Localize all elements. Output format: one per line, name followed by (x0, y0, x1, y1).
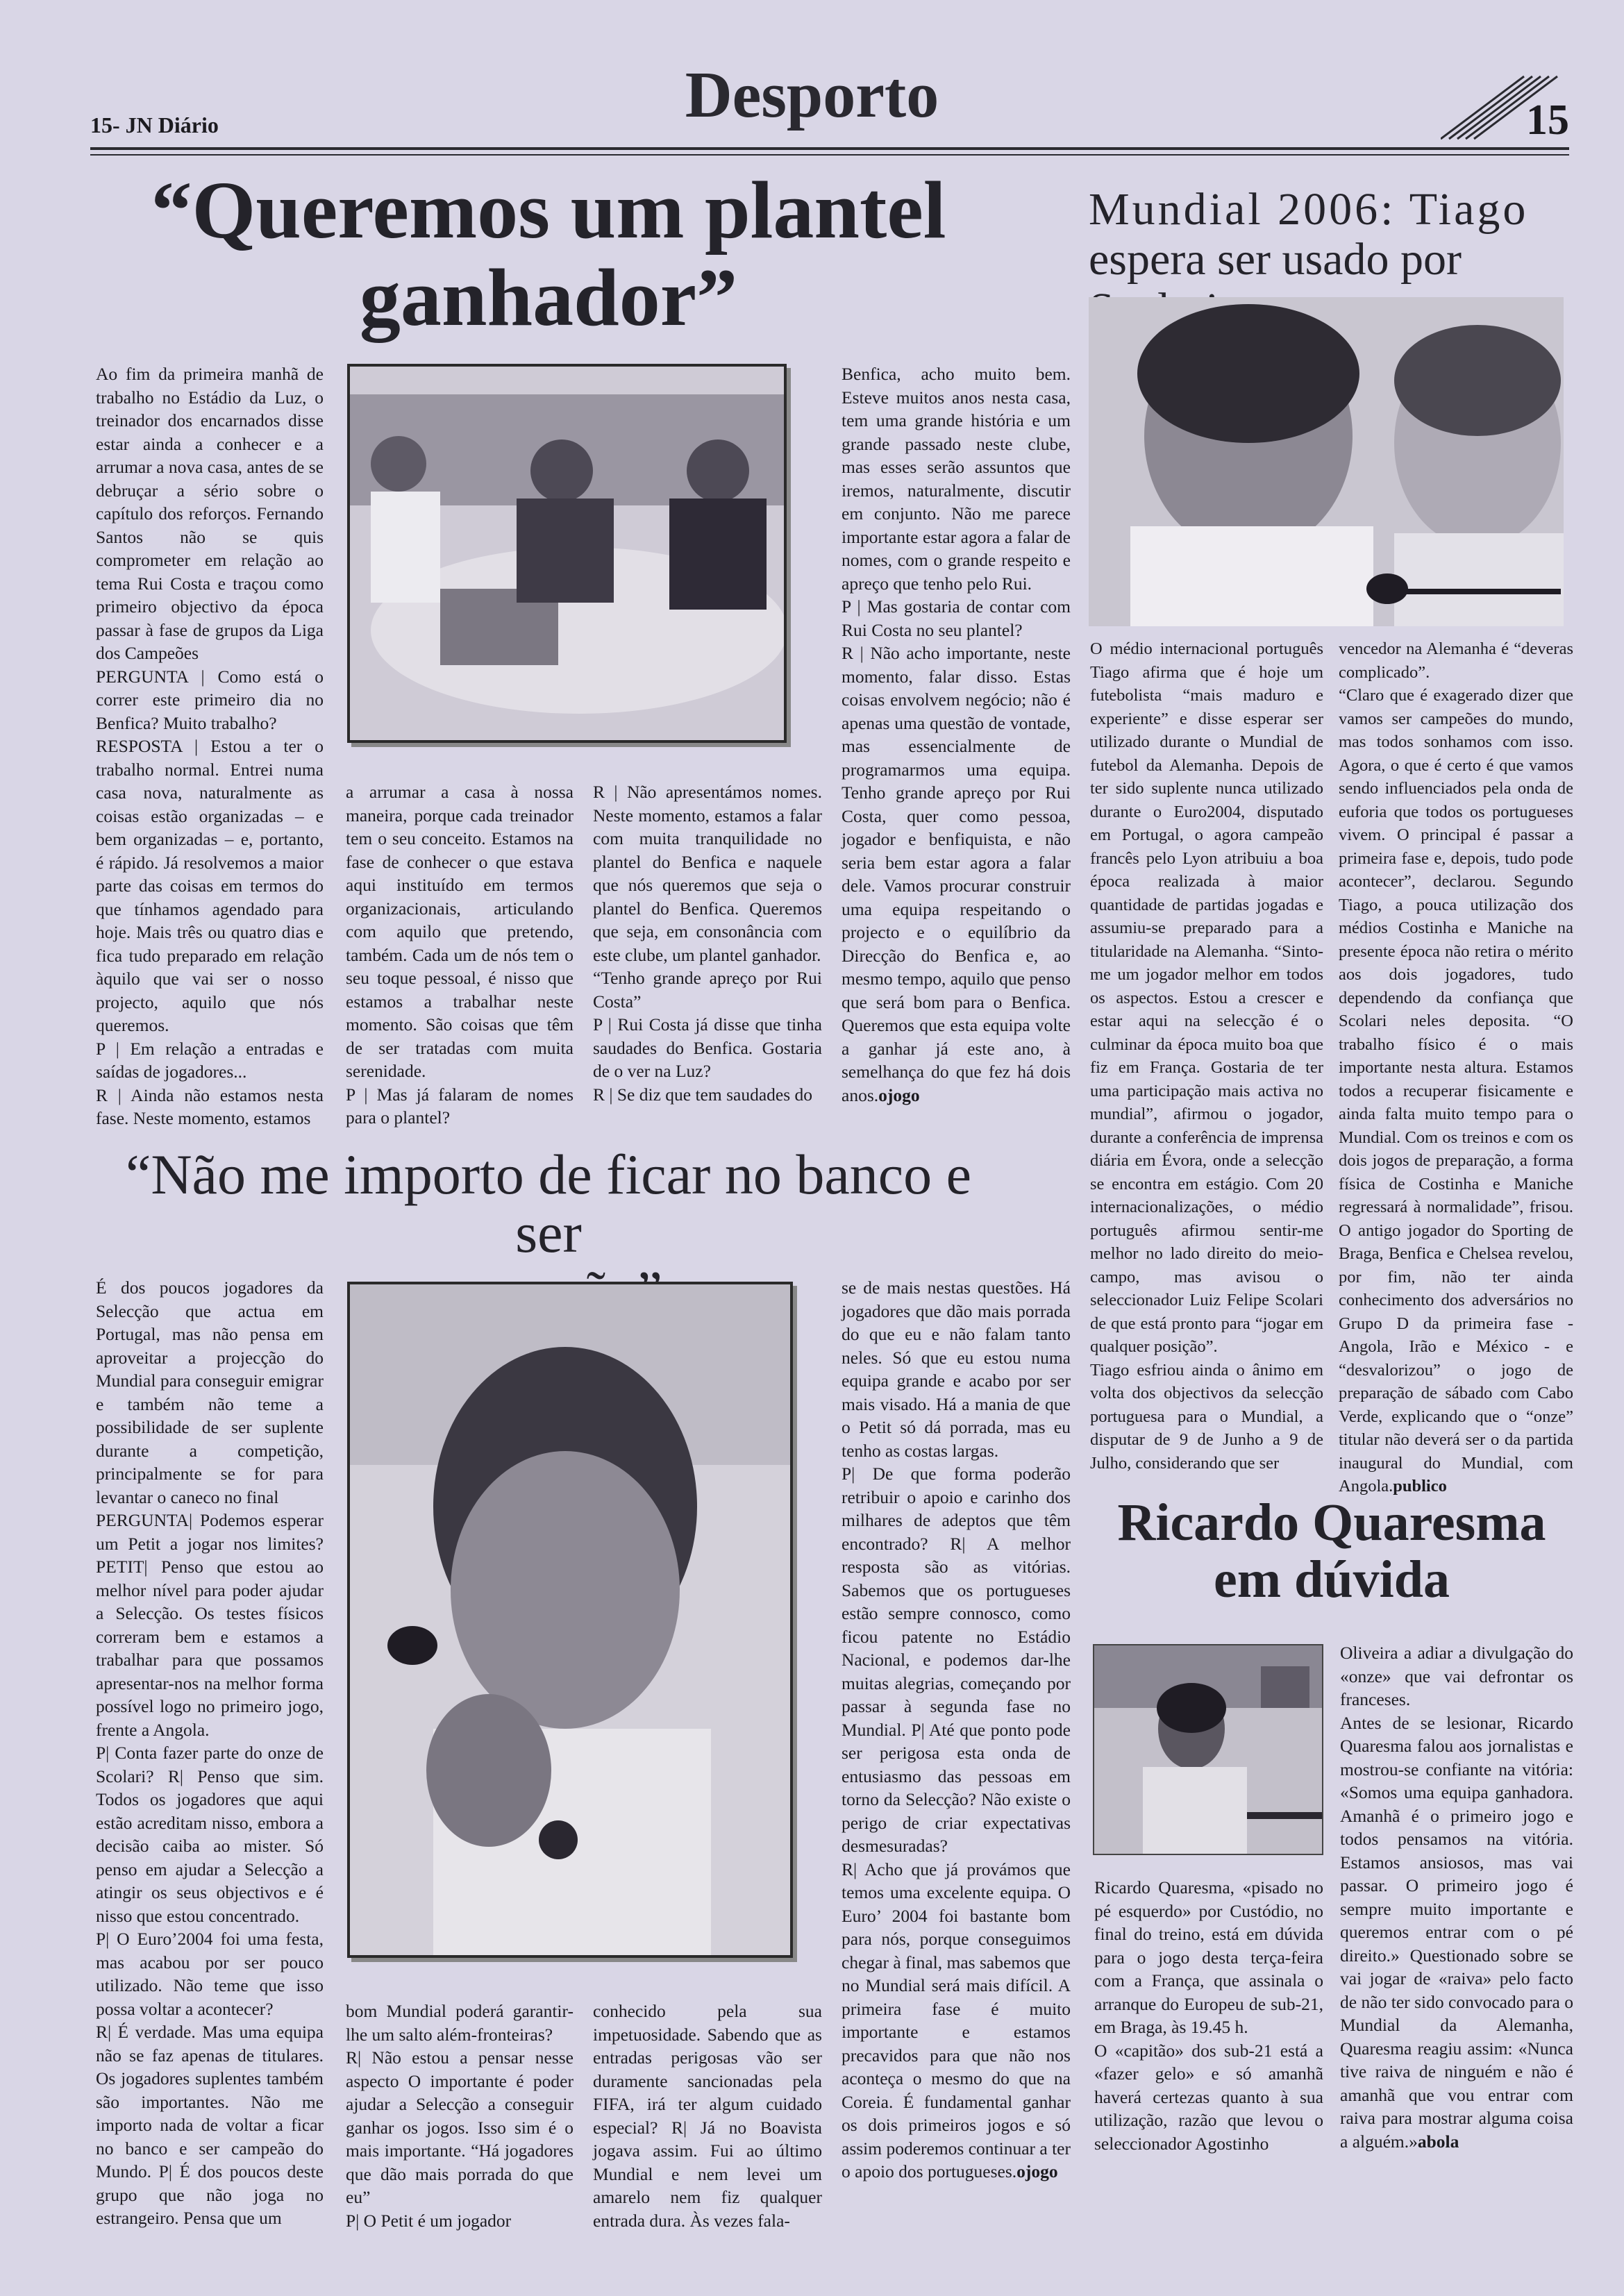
article2-headline-line1: “Não me importo de ficar no banco e ser (125, 1143, 972, 1264)
header-rule-thin (90, 154, 1569, 156)
article1-photo (347, 364, 787, 743)
article3-column-1: O médio internacional português Tiago afirma que é hoje um futebolista “mais maduro e experiente” e disse esperar ser utilizado durante o Mundial de futebol da Alemanha. Depois de ter sido suplente nunca utilizado durante o Euro2004, disputado em Portugal, o agora campeão francês pelo Lyon atribuiu a boa época realizada à maior quantidade de partidas jogadas e assumiu-se preparado para a titularidade na Alemanha. “Sinto-me um jogador melhor em todos os aspectos. Estou a crescer e estar aqui na selecção é o culminar da época muito boa que fiz em França. Gostaria de ter uma participação mais activa no mundial”, afirmou o jogador, durante a conferência de imprensa diária em Évora, onde a selecção se encontra em estágio. Com 20 internacionalizações, o médio português afirmou sentir-me melhor no lado direito do meio-campo, mas avisou o seleccionador Luiz Felipe Scolari de que está pronto para “jogar em qualquer posição”. Tiago esfriou ainda o ânimo em volta dos objectivos da selecção portuguesa para o Mundial, a disputar de 9 de Junho a 9 de Julho, considerando que ser (1090, 639, 1324, 1473)
page-header-left: 15- JN Diário (90, 112, 219, 137)
page-number: 15 (1526, 97, 1569, 144)
article4-headline (1089, 1494, 1575, 1608)
article3-photo (1089, 297, 1564, 626)
article4-headline-line2: em dúvida (1214, 1550, 1450, 1609)
article3-headline-line2: espera ser usado por (1089, 234, 1462, 285)
article1-column-2: a arrumar a casa à nossa maneira, porque cada treinador tem o seu conceito. Estamos na fase de conhecer o que estava aqui instituído em termos organizacionais, articulando com aquilo que pretendo, também. Cada um de nós tem o seu toque pessoal, é nisso que estamos a trabalhar neste momento. São coisas que têm de ser tratadas com muita serenidade. P | Mas já falaram de nomes para o plantel? (346, 782, 574, 1128)
article1-column-4 (842, 362, 1071, 1107)
article3-source: publico (1393, 1477, 1447, 1495)
article2-column-4-text: se de mais nestas questões. Há jogadores que dão mais porrada do que eu e não falam tanto neles. Só que eu estou numa equipa grande e acabo por ser mais visado. Há a mania de que o Petit só dá porrada, mas eu tenho as costas largas. P| De que forma poderão retribuir o apoio e carinho dos milhares de adeptos que têm encontrado? R| A melhor resposta são as vitórias. Sabemos que os portugueses estão sempre connosco, como ficou patente no Estádio Nacional, e podemos dar-lhe muitas alegrias, começando por passar à segunda fase no Mundial. P| Até que ponto pode ser perigosa esta onda de entusiasmo das pessoas em torno da Selecção? Não existe o perigo de criar expectativas desmesuradas? R| Acho que já provámos que temos uma excelente equipa. O Euro’ 2004 foi bastante bom para nós, porque conseguimos chegar à final, mas sabemos que no Mundial será mais difícil. A primeira fase é muito importante e estamos precavidos para que não nos aconteça o mesmo do que na Coreia. É fundamental ganhar os dois primeiros jogos e só assim poderemos continuar a ter o apoio dos portugueses. (842, 1277, 1071, 2181)
article1-column-1: Ao fim da primeira manhã de trabalho no Estádio da Luz, o treinador dos encarnados disse estar ainda a conhecer e a arrumar a nova casa, antes de se debruçar a sério sobre o capítulo dos reforços. Fernando Santos não se quis comprometer em relação ao tema Rui Costa e traçou como primeiro objectivo da época passar à fase de grupos da Liga dos Campeões PERGUNTA | Como está o correr este primeiro dia no Benfica? Muito trabalho? RESPOSTA | Estou a ter o trabalho normal. Entrei numa casa nova, naturalmente as coisas estão organizadas – e bem organizadas – e, portanto, é rápido. Já resolvemos a maior parte das coisas em termos do que tínhamos agendado para hoje. Mais três ou quatro dias e fica tudo preparado em relação àquilo que vai ser o nosso projecto, aquilo que nós queremos. P | Em relação a entradas e saídas de jogadores... R | Ainda não estamos nesta fase. Neste momento, estamos (96, 364, 324, 1128)
article2-column-2: bom Mundial poderá garantir-lhe um salto além-fronteiras? R| Não estou a pensar nesse aspecto O importante é poder ajudar a Selecção a conseguir ganhar os jogos. Isso sim é o mais importante. “Há jogadores que dão mais porrada do que eu” P| O Petit é um jogador (346, 2001, 574, 2231)
article2-column-4 (842, 1276, 1071, 2184)
header-rule (90, 147, 1569, 150)
article4-photo (1093, 1644, 1323, 1855)
article4-column-2-text: Oliveira a adiar a divulgação do «onze» que vai defrontar os franceses. Antes de se lesionar, Ricardo Quaresma falou aos jornalistas e mostrou-se confiante na vitória: «Somos uma equipa ganhadora. Amanhã é o primeiro jogo e todos pensamos na vitória. Estamos ansiosos, mas vai passar. O primeiro jogo é sempre muito importante e queremos entrar com o pé direito.» Questionado sobre se vai jogar de «raiva» pelo facto de não ter sido convocado para o Mundial da Alemanha, Quaresma reagiu assim: «Nunca tive raiva de ninguém e não é amanhã que vou entrar com raiva para mostrar alguma coisa a alguém.» (1340, 1643, 1573, 2152)
article1-source: ojogo (878, 1084, 920, 1105)
section-title: Desporto (685, 59, 939, 131)
article1-headline-line1: “Queremos um plantel (151, 165, 946, 255)
article2-source: ojogo (1016, 2161, 1058, 2181)
article2-column-3: conhecido pela sua impetuosidade. Sabendo que as entradas perigosas vão ser duramente sancionadas pela FIFA, irá ter algum cuidado especial? R| Já no Boavista jogava assim. Fui ao último Mundial e nem levei um amarelo nem fiz qualquer entrada dura. Às vezes fala- (593, 2001, 822, 2231)
article1-headline-line2: ganhador” (359, 252, 738, 343)
article3-column-2-text: vencedor na Alemanha é “deveras complicado”. “Claro que é exagerado dizer que vamos ser campeões do mundo, mas todos sonhamos com isso. Agora, o que é certo é que vamos sendo influenciados pela onda de euforia que todos os portugueses vivem. O principal é passar a primeira fase e, depois, tudo pode acontecer”, declarou. Segundo Tiago, a pouca utilização dos médios Costinha e Maniche na presente época não retira o mérito aos dois jogadores, tudo dependendo da confiança que Scolari neles deposita. “O trabalho físico é o mais importante nesta altura. Estamos todos a recuperar fisicamente e ainda falta muito tempo para o Mundial. Com os treinos e com os dois jogos de preparação, a forma física de Costinha e Maniche regressará à normalidade”, frisou. O antigo jogador do Sporting de Braga, Benfica e Chelsea revelou, por fim, não ter ainda conhecimento dos adversários no Grupo D da primeira fase - Angola, Irão e México - e “desvalorizou” o jogo de preparação de sábado com Cabo Verde, explicando que o “onze” titular não deverá ser o da partida inaugural do Mundial, com Angola. (1339, 639, 1573, 1495)
article4-source: abola (1417, 2131, 1459, 2152)
article2-photo (347, 1282, 793, 1958)
article2-column-1: É dos poucos jogadores da Selecção que actua em Portugal, mas não pensa em aproveitar a projecção do Mundial para conseguir emigrar e também não teme a possibilidade de ser suplente durante a competição, principalmente se for para levantar o caneco no final PERGUNTA| Podemos esperar um Petit a jogar nos limites? PETIT| Penso que estou ao melhor nível para poder ajudar a Selecção. Os testes físicos correram bem e estamos a trabalhar para que possamos apresentar-nos na melhor forma possível logo no primeiro jogo, frente a Angola. P| Conta fazer parte do onze de Scolari? R| Penso que sim. Todos os jogadores que aqui estão acreditam nisso, embora a decisão caiba ao mister. Só penso em ajudar a Selecção a atingir os seus objectivos e é nisso que estou concentrado. P| O Euro’2004 foi uma festa, mas acabou por ser pouco utilizado. Não teme que isso possa voltar a acontecer? R| É verdade. Mas uma equipa não se faz apenas de titulares. Os jogadores suplentes também são importantes. Não me importo nada de voltar a ficar no banco e ser campeão do Mundo. P| É dos poucos deste grupo que não joga no estrangeiro. Pensa que um (96, 1277, 324, 2228)
article3-headline-line1: Mundial 2006: Tiago (1089, 184, 1529, 235)
article1-column-3: R | Não apresentámos nomes. Neste momento, estamos a falar com muita tranquilidade no plantel do Benfica e naquele que nós queremos que seja o plantel do Benfica. Queremos que seja, em consonância com este clube, um plantel ganhador. “Tenho grande apreço por Rui Costa” P | Rui Costa já disse que tinha saudades do Benfica. Gostaria de o ver na Luz? R | Se diz que tem saudades do (593, 782, 822, 1105)
article4-headline-line1: Ricardo Quaresma (1117, 1493, 1546, 1552)
article4-column-2 (1340, 1641, 1573, 2153)
article1-headline (90, 167, 1007, 342)
article3-column-2 (1339, 637, 1573, 1498)
article4-column-1: Ricardo Quaresma, «pisado no pé esquerdo» por Custódio, no final do treino, está em dúvida para o jogo desta terça-feira com a França, que assinala o arranque do Europeu de sub-21, em Braga, às 19.45 h. O «capitão» dos sub-21 está a «fazer gelo» e só amanhã haverá certezas quanto à sua utilização, razão que levou o seleccionador Agostinho (1094, 1877, 1323, 2154)
article1-column-4-text: Benfica, acho muito bem. Esteve muitos anos nesta casa, tem uma grande história e um grande passado neste clube, mas esses serão assuntos que iremos, naturalmente, discutir em conjunto. Não me parece importante estar agora a falar de nomes, com o grande respeito e apreço que tenho pelo Rui. P | Mas gostaria de contar com Rui Costa no seu plantel? R | Não acho importante, neste momento, falar disso. Estas coisas envolvem negócio; não é apenas uma questão de vontade, mas essencialmente de programarmos uma equipa. Tenho grande apreço por Rui Costa, quer como pessoa, jogador e benfiquista, e não seria bem estar agora a falar dele. Vamos procurar construir uma equipa respeitando o projecto e o equilíbrio da Direcção do Benfica e, ao mesmo tempo, aquilo que penso que será bom para o Benfica. Queremos que esta equipa volte a ganhar já este ano, à semelhança do que fez há dois anos. (842, 364, 1071, 1105)
